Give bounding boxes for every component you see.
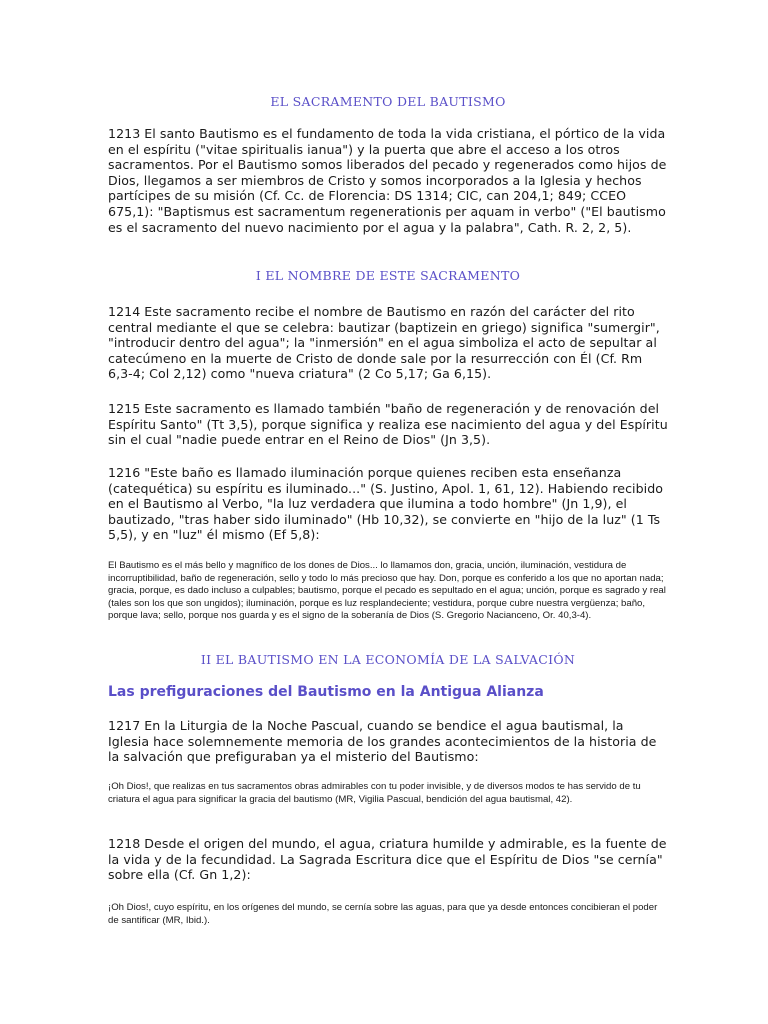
paragraph-1214: 1214 Este sacramento recibe el nombre de Bautismo en razón del carácter del rito central mediante el que se celebra: bautizar (baptizein en griego) significa "sumergir", "introducir dentro del agua"; la "inmersión" en el agua simboliza el acto de sepultar al catecúmeno en la muerte de Cristo de donde sale por la resurrección con Él (Cf. Rm 6,3-4; Col 2,12) como "nueva criatura" (2 Co 5,17; Ga 6,15). — [108, 304, 660, 382]
quote-gregorio: El Bautismo es el más bello y magnífico de los dones de Dios... lo llamamos don, gracia, unción, iluminación, vestidura de incorruptibilidad, baño de regeneración, sello y todo lo más precioso que hay. Don, porque es conferido a los que no aportan nada; gracia, porque, es dado incluso a culpables; bautismo, porque el pecado es sepultado en el agua; unción, porque es sagrado y real (tales son los que son ungidos); iluminación, porque es luz resplandeciente; vestidura, porque cubre nuestra vergüenza; baño, porque lava; sello, porque nos guarda y es el signo de la soberanía de Dios (S. Gregorio Nacianceno, Or. 40,3-4). — [108, 560, 666, 622]
quote-origenes: ¡Oh Dios!, cuyo espíritu, en los orígenes del mundo, se cernía sobre las aguas, para que ya desde entonces concibieran el poder de santificar (MR, Ibid.). — [108, 902, 658, 926]
paragraph-1213: 1213 El santo Bautismo es el fundamento de toda la vida cristiana, el pórtico de la vida en el espíritu ("vitae spiritualis ianua") y la puerta que abre el acceso a los otros sacramentos. Por el Bautismo somos liberados del pecado y regenerados como hijos de Dios, llegamos a ser miembros de Cristo y somos incorporados a la Iglesia y hechos partícipes de su misión (Cf. Cc. de Florencia: DS 1314; CIC, can 204,1; 849; CCEO 675,1): "Baptismus est sacramentum regenerationis per aquam in verbo" ("El bautismo es el sacramento del nuevo nacimiento por el agua y la palabra", Cath. R. 2, 2, 5). — [108, 126, 667, 235]
paragraph-1217: 1217 En la Liturgia de la Noche Pascual, cuando se bendice el agua bautismal, la Iglesia hace solemnemente memoria de los grandes acontecimientos de la historia de la salvación que prefiguraban ya el misterio del Bautismo: — [108, 718, 657, 765]
subsection-heading: Las prefiguraciones del Bautismo en la Antigua Alianza — [108, 684, 544, 700]
paragraph-1216: 1216 "Este baño es llamado iluminación porque quienes reciben esta enseñanza (catequética) su espíritu es iluminado..." (S. Justino, Apol. 1, 61, 12). Habiendo recibido en el Bautismo al Verbo, "la luz verdadera que ilumina a todo hombre" (Jn 1,9), el bautizado, "tras haber sido iluminado" (Hb 10,32), se convierte en "hijo de la luz" (1 Ts 5,5), y en "luz" él mismo (Ef 5,8): — [108, 465, 663, 543]
document-title: EL SACRAMENTO DEL BAUTISMO — [270, 94, 506, 109]
paragraph-1218: 1218 Desde el origen del mundo, el agua, criatura humilde y admirable, es la fuente de la vida y de la fecundidad. La Sagrada Escritura dice que el Espíritu de Dios "se cernía" sobre ella (Cf. Gn 1,2): — [108, 836, 667, 883]
quote-vigilia: ¡Oh Dios!, que realizas en tus sacramentos obras admirables con tu poder invisible, y de diversos modos te has servido de tu criatura el agua para significar la gracia del bautismo (MR, Vigilia Pascual, bendición del agua bautismal, 42). — [108, 781, 641, 805]
section-heading-1: I EL NOMBRE DE ESTE SACRAMENTO — [255, 268, 521, 283]
section-heading-2: II EL BAUTISMO EN LA ECONOMÍA DE LA SALVACIÓN — [200, 652, 576, 667]
paragraph-1215: 1215 Este sacramento es llamado también "baño de regeneración y de renovación del Espíritu Santo" (Tt 3,5), porque significa y realiza ese nacimiento del agua y del Espíritu sin el cual "nadie puede entrar en el Reino de Dios" (Jn 3,5). — [108, 401, 668, 448]
